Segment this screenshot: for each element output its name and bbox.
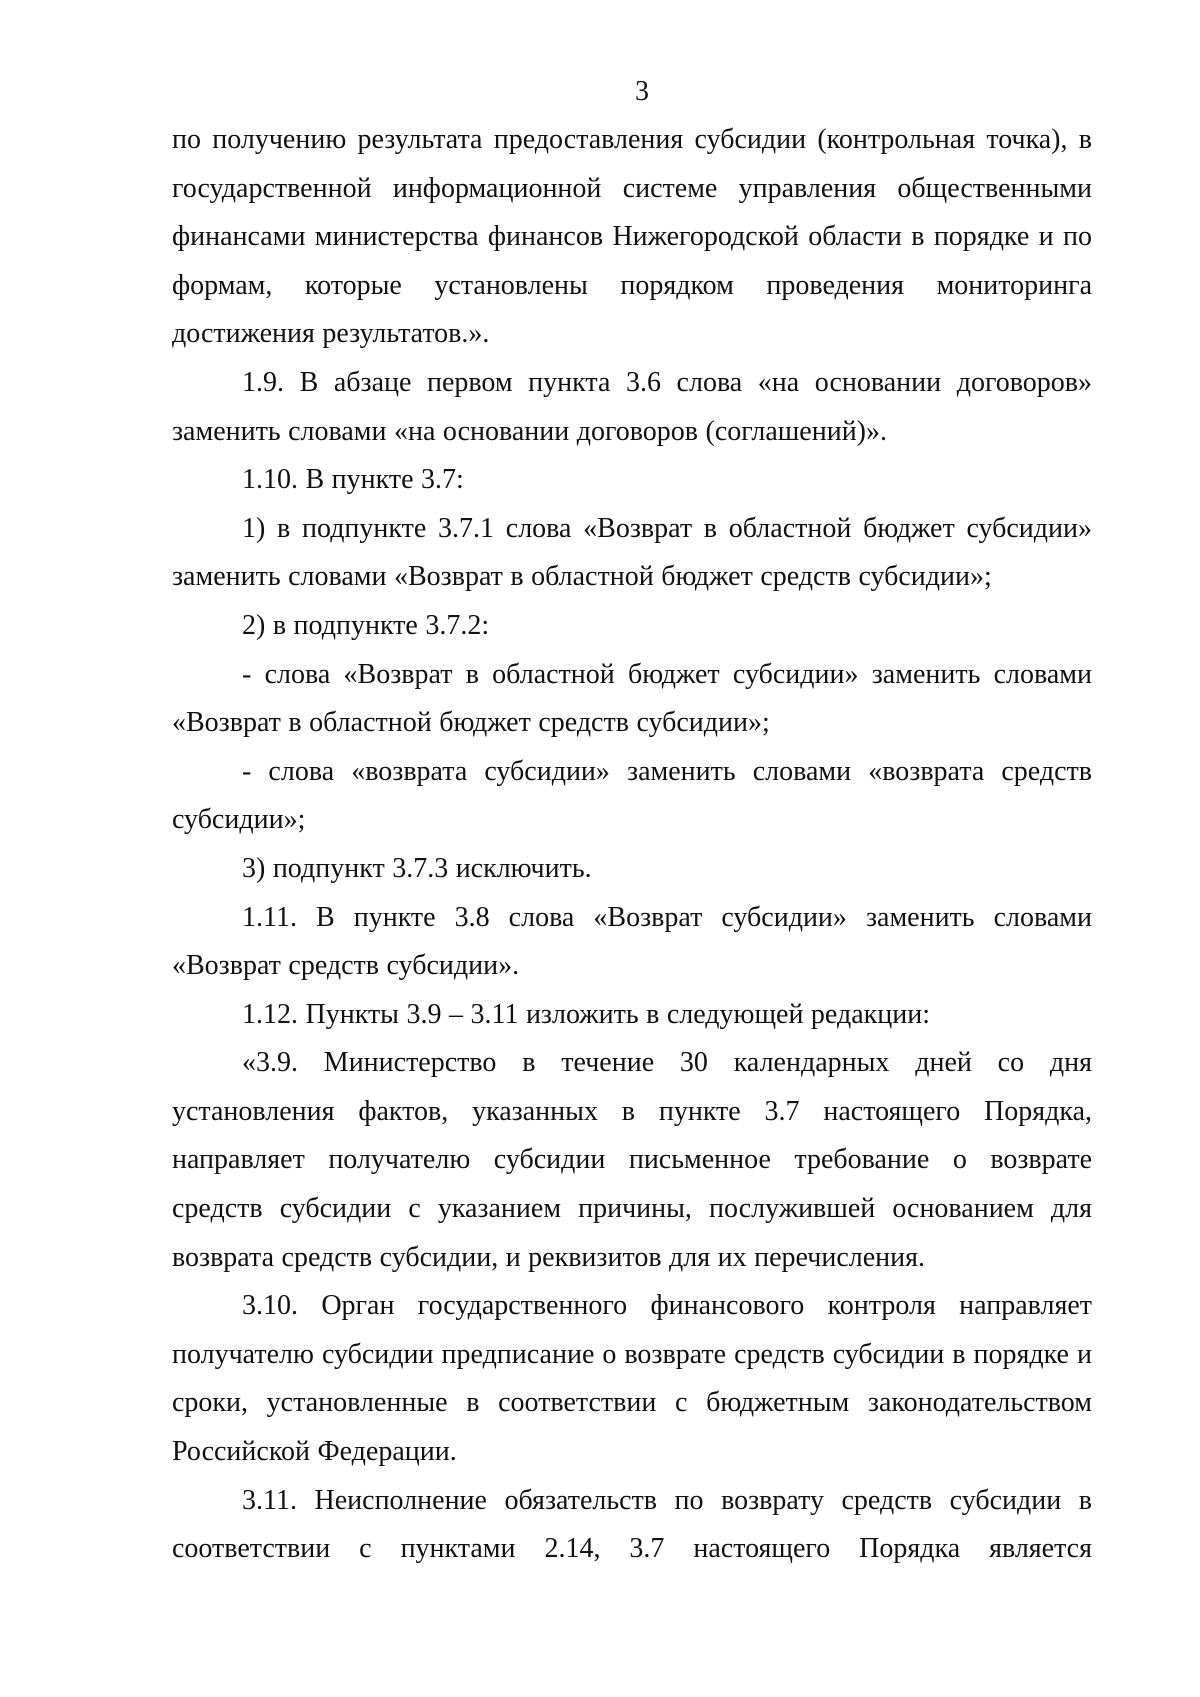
paragraph-3-9: «3.9. Министерство в течение 30 календарных дней со дня установления фактов, указанных в пункте 3.7 настоящего Порядка, направляет получателю субсидии письменное требование о возврате средств субсидии с указанием причины, послужившей основанием для возврата средств субсидии, и реквизитов для их перечисления. [172,1047,1092,1273]
paragraph-1-9: 1.9. В абзаце первом пункта 3.6 слова «на основании договоров» заменить словами «на основании договоров (соглашений)». [172,366,1092,447]
paragraph-1-12: 1.12. Пункты 3.9 – 3.11 изложить в следующей редакции: [242,998,930,1030]
paragraph-1-11: 1.11. В пункте 3.8 слова «Возврат субсидии» заменить словами «Возврат средств субсидии». [172,901,1092,982]
paragraph-1-10-item-2-dash-1: - слова «Возврат в областной бюджет субсидии» заменить словами «Возврат в областной бюджет средств субсидии»; [172,658,1092,739]
paragraph-1-10-item-3: 3) подпункт 3.7.3 исключить. [242,852,592,884]
page-number: 3 [635,76,649,107]
paragraph-1-10: 1.10. В пункте 3.7: [242,464,464,496]
paragraph-3-11: 3.11. Неисполнение обязательств по возврату средств субсидии в соответствии с пунктами 2.14, 3.7 настоящего Порядка является [172,1484,1092,1565]
paragraph-3-10: 3.10. Орган государственного финансового контроля направляет получателю субсидии предписание о возврате средств субсидии в порядке и сроки, установленные в соответствии с бюджетным законодательством Российской Федерации. [172,1290,1092,1468]
paragraph-continuation: по получению результата предоставления субсидии (контрольная точка), в государственной информационной системе управления общественными финансами министерства финансов Нижегородской области в порядке и по формам, которые установлены порядком проведения мониторинга достижения результатов.». [172,124,1092,350]
paragraph-1-10-item-2-dash-2: - слова «возврата субсидии» заменить словами «возврата средств субсидии»; [172,755,1092,836]
paragraph-1-10-item-2: 2) в подпункте 3.7.2: [242,609,490,641]
paragraph-1-10-item-1: 1) в подпункте 3.7.1 слова «Возврат в областной бюджет субсидии» заменить словами «Возврат в областной бюджет средств субсидии»; [172,512,1092,593]
